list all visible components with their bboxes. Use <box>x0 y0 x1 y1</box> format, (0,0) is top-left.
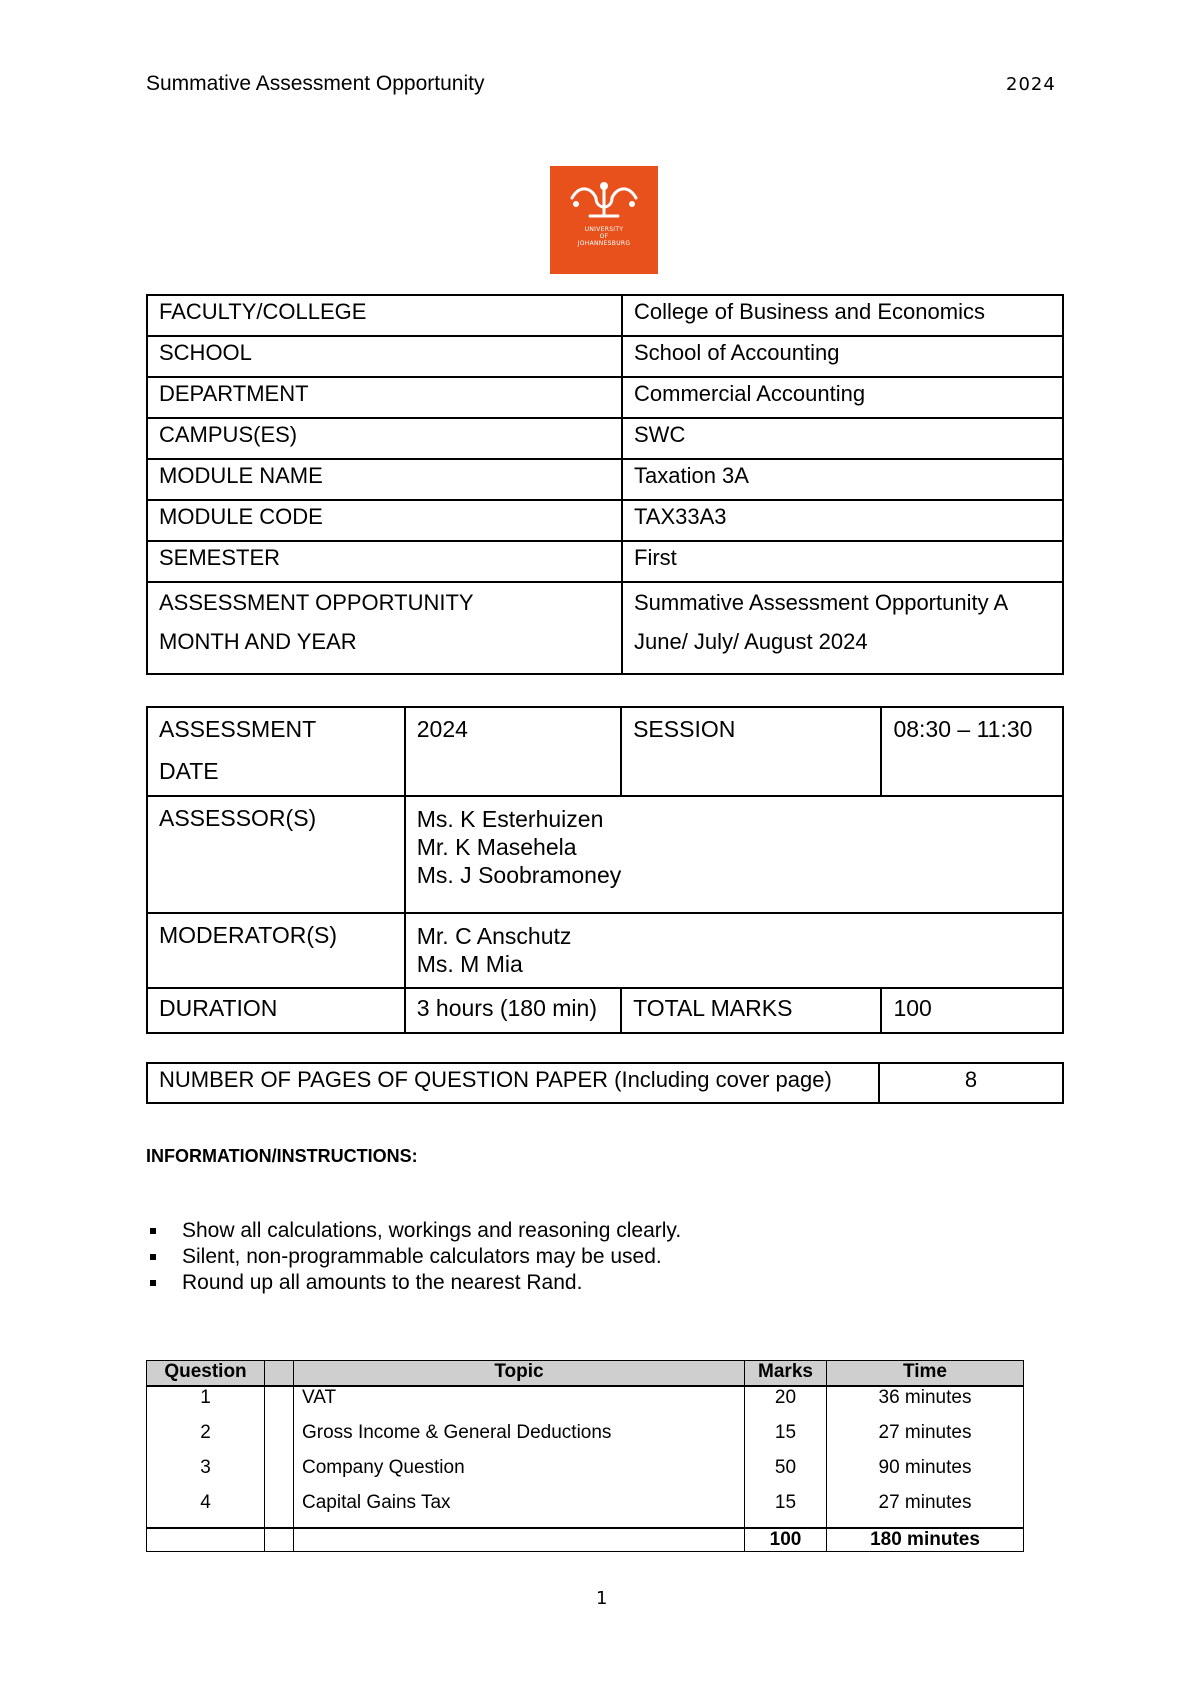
detail-key: MODULE NAME <box>147 459 622 500</box>
header-question: Question <box>147 1361 265 1387</box>
duration-value: 3 hours (180 min) <box>405 988 621 1033</box>
opportunity-key-1: ASSESSMENT OPPORTUNITY <box>159 590 474 615</box>
table-row <box>147 1457 1024 1492</box>
logo-line-1: UNIVERSITY <box>584 226 624 233</box>
table-row <box>147 1492 1024 1528</box>
detail-value: Commercial Accounting <box>622 377 1063 418</box>
logo-line-3: JOHANNESBURG <box>577 240 631 247</box>
date-label-1: ASSESSMENT <box>159 716 317 742</box>
header-gap <box>265 1361 294 1387</box>
detail-value: First <box>622 541 1063 582</box>
moderator-name: Ms. M Mia <box>416 951 523 977</box>
question-time: 90 minutes <box>827 1457 1024 1492</box>
logo-line-2: OF <box>599 233 609 240</box>
detail-value: SWC <box>622 418 1063 459</box>
header-year: 2024 <box>1006 74 1056 95</box>
question-time: 36 minutes <box>827 1386 1024 1422</box>
opportunity-value-1: Summative Assessment Opportunity A <box>634 590 1009 615</box>
date-label-2: DATE <box>159 758 219 784</box>
gap-cell <box>265 1492 294 1528</box>
gap-cell <box>265 1386 294 1422</box>
detail-row <box>147 541 1063 582</box>
opportunity-row <box>147 582 1063 674</box>
question-topic: Capital Gains Tax <box>294 1492 745 1528</box>
detail-value: Taxation 3A <box>622 459 1063 500</box>
total-marks: 100 <box>745 1528 827 1552</box>
session-label: SESSION <box>621 707 881 796</box>
total-marks-value: 100 <box>881 988 1063 1033</box>
header-time: Time <box>827 1361 1024 1387</box>
university-logo <box>550 166 658 274</box>
opportunity-key-2: MONTH AND YEAR <box>159 629 357 654</box>
question-table-total <box>147 1528 1024 1552</box>
question-topic: VAT <box>294 1386 745 1422</box>
detail-key: FACULTY/COLLEGE <box>147 295 622 336</box>
session-value: 08:30 – 11:30 <box>881 707 1063 796</box>
gap-cell <box>265 1457 294 1492</box>
opportunity-key <box>147 582 622 674</box>
question-table-header <box>147 1361 1024 1387</box>
assessors-label: ASSESSOR(S) <box>147 796 405 913</box>
question-number: 2 <box>147 1422 265 1457</box>
assessor-name: Ms. J Soobramoney <box>416 862 622 888</box>
opportunity-value <box>622 582 1063 674</box>
total-gap <box>265 1528 294 1552</box>
assessor-name: Ms. K Esterhuizen <box>416 806 604 832</box>
detail-row <box>147 500 1063 541</box>
header-topic: Topic <box>294 1361 745 1387</box>
header-title: Summative Assessment Opportunity <box>146 72 485 95</box>
pages-row <box>147 1063 1063 1103</box>
date-session-row <box>147 707 1063 796</box>
pages-label: NUMBER OF PAGES OF QUESTION PAPER (Including cover page) <box>147 1063 879 1103</box>
assessment-table <box>146 706 1064 1034</box>
detail-row <box>147 459 1063 500</box>
detail-key: SEMESTER <box>147 541 622 582</box>
instructions-title: INFORMATION/INSTRUCTIONS: <box>146 1146 418 1166</box>
table-row <box>147 1386 1024 1422</box>
question-number: 1 <box>147 1386 265 1422</box>
duration-row <box>147 988 1063 1033</box>
question-time: 27 minutes <box>827 1492 1024 1528</box>
question-marks: 15 <box>745 1492 827 1528</box>
detail-row <box>147 377 1063 418</box>
detail-row <box>147 295 1063 336</box>
detail-key: CAMPUS(ES) <box>147 418 622 459</box>
page-number: 1 <box>596 1588 608 1609</box>
table-row <box>147 1422 1024 1457</box>
question-marks: 50 <box>745 1457 827 1492</box>
opportunity-value-2: June/ July/ August 2024 <box>634 629 868 654</box>
question-marks: 20 <box>745 1386 827 1422</box>
gap-cell <box>265 1422 294 1457</box>
detail-row <box>147 336 1063 377</box>
detail-key: SCHOOL <box>147 336 622 377</box>
header-marks: Marks <box>745 1361 827 1387</box>
detail-value: TAX33A3 <box>622 500 1063 541</box>
assessors-row <box>147 796 1063 913</box>
instruction-item: Silent, non-programmable calculators may be used. <box>150 1244 681 1270</box>
moderators-label: MODERATOR(S) <box>147 913 405 988</box>
total-empty <box>147 1528 265 1552</box>
total-marks-label: TOTAL MARKS <box>621 988 881 1033</box>
moderators-list <box>405 913 1063 988</box>
detail-row <box>147 418 1063 459</box>
instruction-item: Show all calculations, workings and reasoning clearly. <box>150 1218 681 1244</box>
question-number: 4 <box>147 1492 265 1528</box>
question-number: 3 <box>147 1457 265 1492</box>
date-value: 2024 <box>405 707 621 796</box>
module-details-table <box>146 294 1064 675</box>
question-time: 27 minutes <box>827 1422 1024 1457</box>
total-time: 180 minutes <box>827 1528 1024 1552</box>
detail-key: MODULE CODE <box>147 500 622 541</box>
moderator-name: Mr. C Anschutz <box>416 923 572 949</box>
moderators-row <box>147 913 1063 988</box>
assessor-name: Mr. K Masehela <box>416 834 577 860</box>
pages-value: 8 <box>879 1063 1063 1103</box>
detail-key: DEPARTMENT <box>147 377 622 418</box>
duration-label: DURATION <box>147 988 405 1033</box>
detail-value: School of Accounting <box>622 336 1063 377</box>
question-topic: Gross Income & General Deductions <box>294 1422 745 1457</box>
total-topic-empty <box>294 1528 745 1552</box>
assessors-list <box>405 796 1063 913</box>
pages-table <box>146 1062 1064 1104</box>
instruction-item: Round up all amounts to the nearest Rand. <box>150 1270 681 1296</box>
instructions-list <box>150 1218 681 1296</box>
question-marks: 15 <box>745 1422 827 1457</box>
detail-value: College of Business and Economics <box>622 295 1063 336</box>
question-topic: Company Question <box>294 1457 745 1492</box>
question-table <box>146 1360 1024 1552</box>
date-label <box>147 707 405 796</box>
heraldic-bird-icon <box>566 176 642 226</box>
